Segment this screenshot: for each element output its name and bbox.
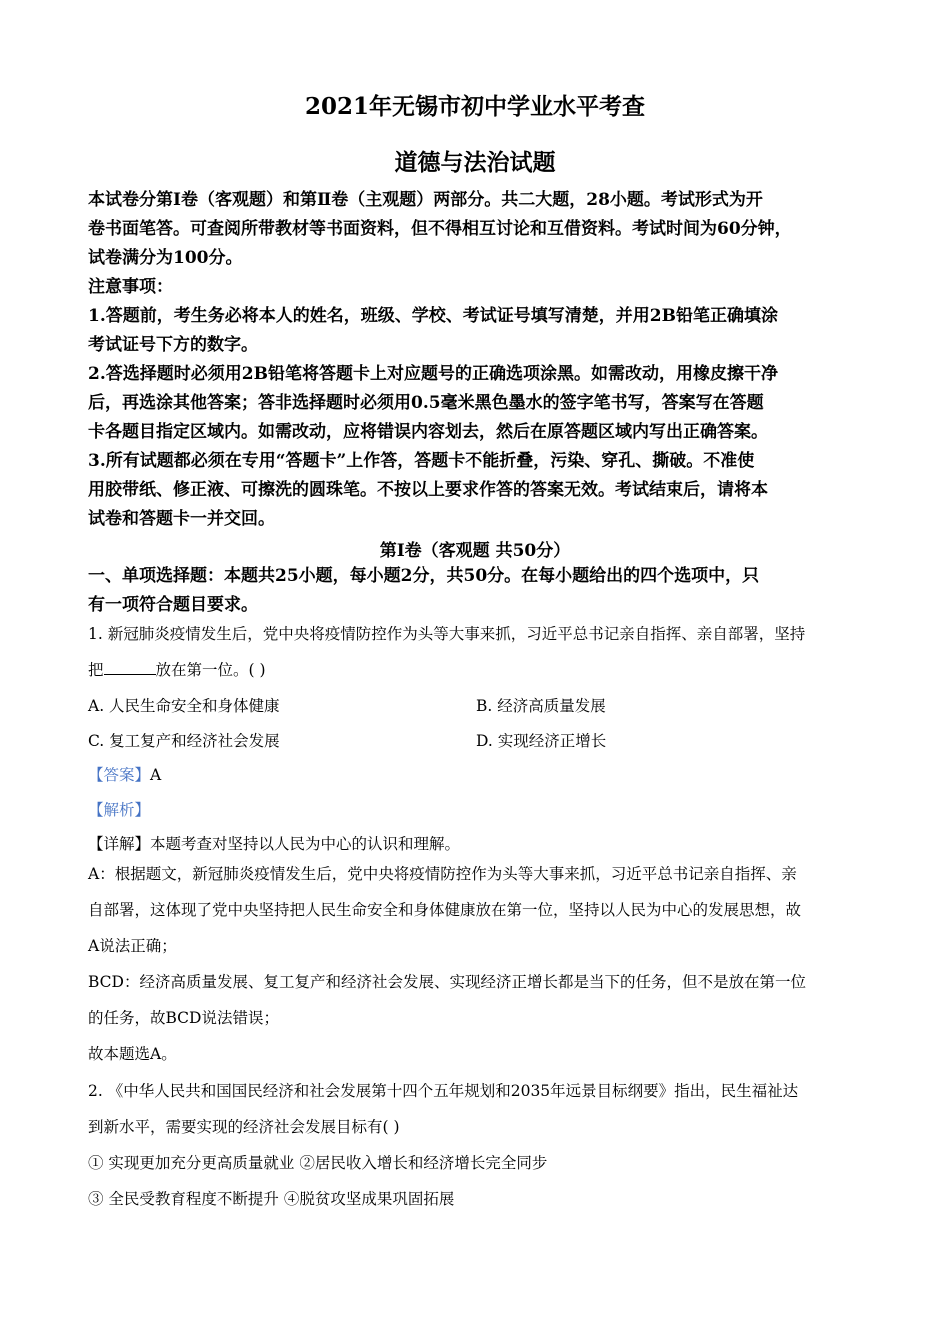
option-a: A. 人民生命安全和身体健康 [88, 697, 280, 715]
option-c: C. 复工复产和经济社会发展 [88, 732, 280, 750]
question-line [88, 652, 868, 688]
instruction-line: 一、单项选择题：本题共25小题，每小题2分，共50分。在每小题给出的四个选项中，只 [88, 566, 760, 586]
exam-subtitle: 道德与法治试题 [394, 149, 556, 176]
explanation-line: 的任务，故BCD说法错误； [88, 1009, 279, 1027]
intro-line: 用胶带纸、修正液、可擦洗的圆珠笔。不按以上要求作答的答案无效。考试结束后，请将本 [88, 480, 768, 500]
instruction-line: 有一项符合题目要求。 [88, 595, 258, 615]
intro-line: 卡各题目指定区域内。如需改动，应将错误内容划去，然后在原答题区域内写出正确答案。 [88, 422, 768, 442]
explanation-line: 故本题选A。 [88, 1045, 177, 1063]
intro-line: 3.所有试题都必须在专用“答题卡”上作答，答题卡不能折叠，污染、穿孔、撕破。不准使 [88, 451, 755, 471]
explanation-line: BCD：经济高质量发展、复工复产和经济社会发展、实现经济正增长都是当下的任务，但不是放在第一位 [88, 973, 806, 991]
question-line: 1. 新冠肺炎疫情发生后，党中央将疫情防控作为头等大事来抓，习近平总书记亲自指挥、亲自部署，坚持 [88, 625, 806, 643]
explanation-line: A：根据题文，新冠肺炎疫情发生后，党中央将疫情防控作为头等大事来抓，习近平总书记亲自指挥、亲 [88, 865, 797, 883]
stem-suffix: 放在第一位。( ) [155, 661, 266, 679]
question-1-explanation [88, 856, 868, 1072]
option-b: B. 经济高质量发展 [476, 697, 606, 715]
intro-line: 1.答题前，考生务必将本人的姓名，班级、学校、考试证号填写清楚，并用2B铅笔正确填涂 [88, 306, 778, 326]
question-2 [88, 1073, 868, 1217]
answer-tag: 【答案】 [88, 766, 151, 784]
intro-line: 试卷和答题卡一并交回。 [88, 509, 275, 529]
stem-prefix: 把 [88, 661, 104, 679]
notice-heading: 注意事项： [88, 277, 173, 297]
intro-line: 试卷满分为100分。 [88, 248, 243, 268]
analysis-label: 【解析】 [88, 801, 151, 819]
explanation-line: 自部署，这体现了党中央坚持把人民生命安全和身体健康放在第一位，坚持以人民为中心的发展思想，故 [88, 901, 802, 919]
intro-line: 后，再选涂其他答案；答非选择题时必须用0.5毫米黑色墨水的签字笔书写，答案写在答题 [88, 393, 764, 413]
analysis-tag [88, 798, 150, 820]
question-line: 到新水平，需要实现的经济社会发展目标有( ) [88, 1118, 400, 1136]
answer-line [88, 763, 161, 785]
exam-instructions [88, 186, 868, 534]
detail-text: 本题考查对坚持以人民为中心的认识和理解。 [150, 835, 461, 853]
option-d: D. 实现经济正增长 [476, 732, 607, 750]
explanation-line: A说法正确； [88, 937, 177, 955]
fill-blank [104, 660, 156, 675]
intro-line: 2.答选择题时必须用2B铅笔将答题卡上对应题号的正确选项涂黑。如需改动，用橡皮擦干净 [88, 364, 778, 384]
section-instruction [88, 562, 868, 620]
question-1-stem [88, 616, 868, 688]
detail-line [88, 832, 460, 854]
intro-line: 本试卷分第Ⅰ卷（客观题）和第Ⅱ卷（主观题）两部分。共二大题，28小题。考试形式为开 [88, 190, 763, 210]
exam-title: 2021年无锡市初中学业水平考查 [304, 93, 645, 120]
intro-line: 考试证号下方的数字。 [88, 335, 258, 355]
statement-line: ① 实现更加充分更高质量就业 ②居民收入增长和经济增长完全同步 [88, 1154, 548, 1172]
answer-value: A [150, 766, 162, 784]
section-title: 第Ⅰ卷（客观题 共50分） [379, 541, 571, 561]
statement-line: ③ 全民受教育程度不断提升 ④脱贫攻坚成果巩固拓展 [88, 1190, 455, 1208]
question-line: 2. 《中华人民共和国国民经济和社会发展第十四个五年规划和2035年远景目标纲要》指出，民生福祉达 [88, 1082, 799, 1100]
intro-line: 卷书面笔答。可查阅所带教材等书面资料，但不得相互讨论和互借资料。考试时间为60分钟， [88, 219, 792, 239]
detail-tag: 【详解】 [88, 835, 151, 853]
